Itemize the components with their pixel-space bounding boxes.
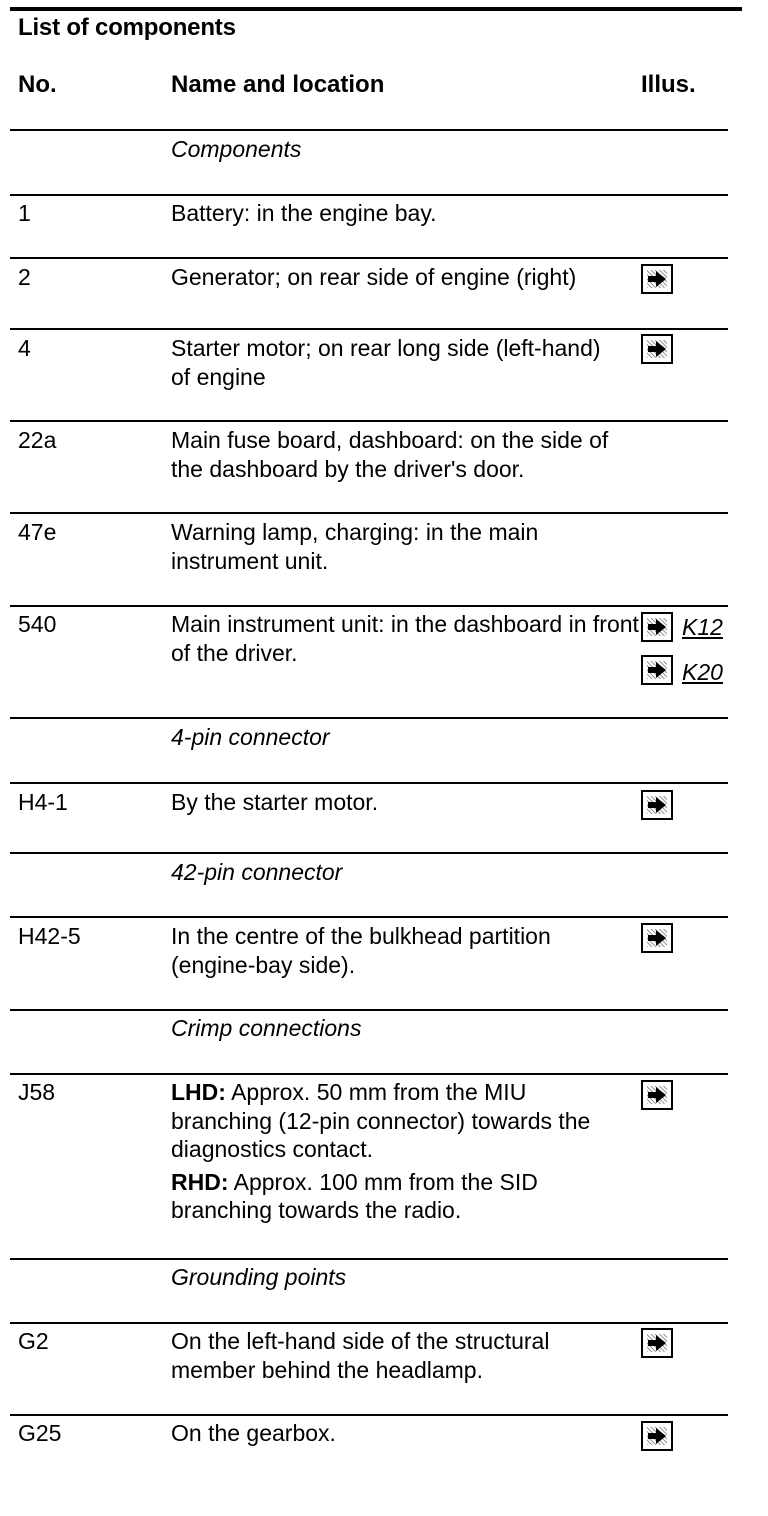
- arrow-right-icon[interactable]: [641, 790, 673, 820]
- divider: [10, 194, 728, 196]
- divider: [10, 129, 728, 131]
- top-rule: [10, 7, 742, 11]
- section-crimp-connections: Crimp connections: [171, 1015, 362, 1041]
- row-description: Main fuse board, dashboard: on the side of the dashboard by the driver's door.: [171, 427, 609, 482]
- divider: [10, 1009, 728, 1011]
- lhd-paragraph: [171, 1078, 621, 1164]
- page-title: List of components: [18, 14, 236, 41]
- row-description: On the left-hand side of the structural member behind the headlamp.: [171, 1328, 550, 1383]
- row-number: 47e: [18, 519, 57, 545]
- row-number: G2: [18, 1328, 49, 1354]
- reference-link[interactable]: K12: [682, 614, 723, 640]
- header-illus: Illus.: [641, 71, 696, 98]
- row-number: 22a: [18, 427, 57, 453]
- divider: [10, 916, 728, 918]
- row-description: Battery: in the engine bay.: [171, 200, 437, 226]
- divider: [10, 852, 728, 854]
- row-description: Starter motor; on rear long side (left-hand) of engine: [171, 335, 601, 390]
- header-name: Name and location: [171, 71, 385, 98]
- divider: [10, 328, 728, 330]
- header-no: No.: [18, 71, 57, 98]
- row-description: Main instrument unit: in the dashboard in front of the driver.: [171, 611, 639, 666]
- lhd-label: LHD:: [171, 1079, 226, 1105]
- divider: [10, 782, 728, 784]
- row-description: In the centre of the bulkhead partition (engine-bay side).: [171, 923, 551, 978]
- arrow-right-icon[interactable]: [641, 1328, 673, 1358]
- divider: [10, 605, 728, 607]
- arrow-right-icon[interactable]: [641, 264, 673, 294]
- row-description: On the gearbox.: [171, 1420, 336, 1446]
- row-number: 1: [18, 200, 31, 226]
- section-42-pin-connector: 42-pin connector: [171, 859, 343, 885]
- divider: [10, 257, 728, 259]
- arrow-right-icon[interactable]: [641, 1080, 673, 1110]
- rhd-paragraph: [171, 1168, 621, 1225]
- row-number: G25: [18, 1420, 62, 1446]
- row-number: H4-1: [18, 789, 68, 815]
- row-description: [171, 1078, 621, 1225]
- row-number: 540: [18, 611, 57, 637]
- divider: [10, 717, 728, 719]
- arrow-right-icon[interactable]: [641, 612, 673, 642]
- section-components: Components: [171, 136, 302, 162]
- divider: [10, 1322, 728, 1324]
- row-number: 2: [18, 264, 31, 290]
- reference-link[interactable]: K20: [682, 659, 723, 685]
- row-number: J58: [18, 1079, 56, 1105]
- rhd-text: Approx. 100 mm from the SID branching towards the radio.: [171, 1168, 538, 1223]
- row-description: By the starter motor.: [171, 789, 379, 815]
- row-description: Warning lamp, charging: in the main instrument unit.: [171, 519, 539, 574]
- row-description: Generator; on rear side of engine (right): [171, 264, 577, 290]
- divider: [10, 420, 728, 422]
- divider: [10, 1258, 728, 1260]
- lhd-text: Approx. 50 mm from the MIU branching (12-pin connector) towards the diagnostics contact.: [171, 1079, 591, 1162]
- row-number: 4: [18, 335, 31, 361]
- arrow-right-icon[interactable]: [641, 1421, 673, 1451]
- divider: [10, 1414, 728, 1416]
- row-number: H42-5: [18, 923, 81, 949]
- arrow-right-icon[interactable]: [641, 923, 673, 953]
- section-grounding-points: Grounding points: [171, 1264, 347, 1290]
- section-4-pin-connector: 4-pin connector: [171, 724, 330, 750]
- arrow-right-icon[interactable]: [641, 334, 673, 364]
- rhd-label: RHD:: [171, 1168, 229, 1195]
- divider: [10, 512, 728, 514]
- divider: [10, 1073, 728, 1075]
- arrow-right-icon[interactable]: [641, 655, 673, 685]
